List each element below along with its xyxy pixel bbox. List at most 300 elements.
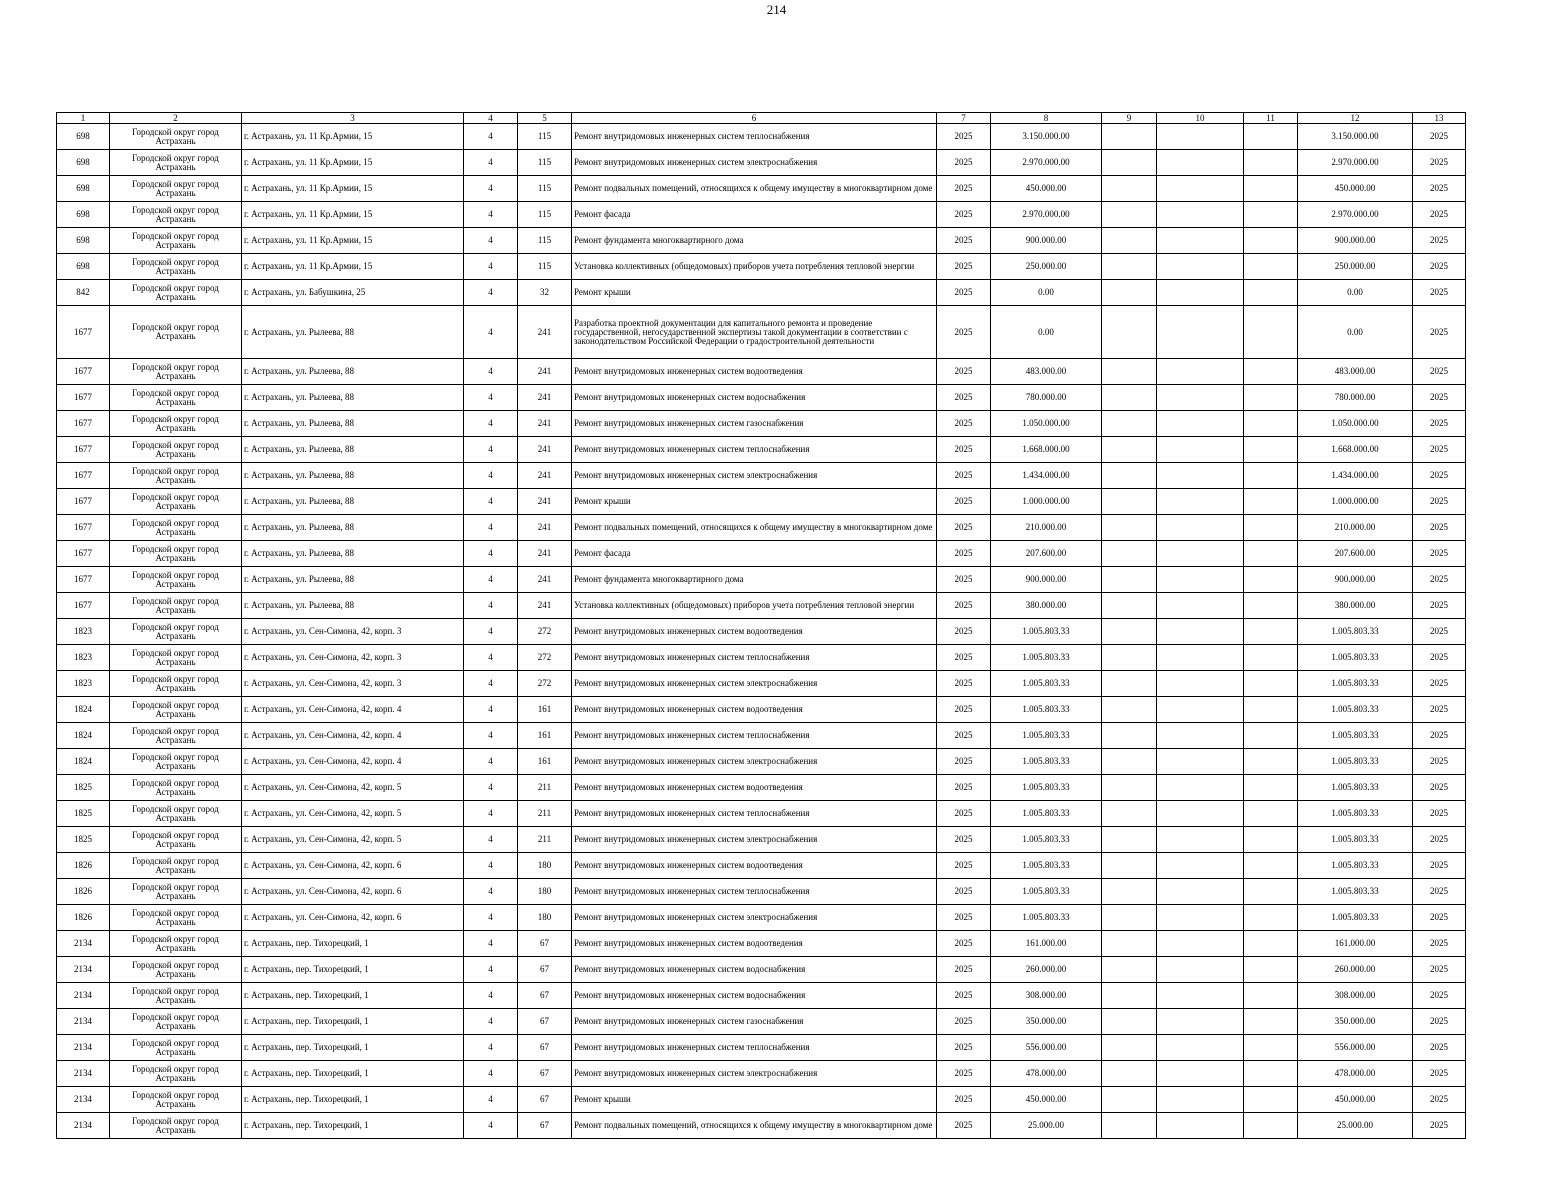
col9-cell [1102, 228, 1157, 254]
col11-cell [1244, 437, 1298, 463]
address-cell: г. Астрахань, ул. Рылеева, 88 [242, 515, 464, 541]
total-cost-cell: 207.600.00 [1298, 541, 1413, 567]
col10-cell [1157, 931, 1244, 957]
cost-cell: 1.005.803.33 [991, 775, 1102, 801]
address-cell: г. Астрахань, пер. Тихорецкий, 1 [242, 957, 464, 983]
col11-cell [1244, 176, 1298, 202]
col9-cell [1102, 463, 1157, 489]
address-cell: г. Астрахань, пер. Тихорецкий, 1 [242, 983, 464, 1009]
total-cost-cell: 1.005.803.33 [1298, 671, 1413, 697]
total-cost-cell: 350.000.00 [1298, 1009, 1413, 1035]
col4-cell: 4 [464, 463, 518, 489]
table-row [57, 306, 1466, 359]
row-id-cell: 1677 [57, 541, 110, 567]
cost-cell: 1.005.803.33 [991, 645, 1102, 671]
col9-cell [1102, 749, 1157, 775]
col11-cell [1244, 697, 1298, 723]
table-row [57, 254, 1466, 280]
municipality-cell: Городской округ город Астрахань [110, 905, 242, 931]
end-year-cell: 2025 [1413, 775, 1466, 801]
table-row [57, 385, 1466, 411]
cost-cell: 450.000.00 [991, 176, 1102, 202]
total-cost-cell: 0.00 [1298, 306, 1413, 359]
end-year-cell: 2025 [1413, 124, 1466, 150]
end-year-cell: 2025 [1413, 593, 1466, 619]
end-year-cell: 2025 [1413, 228, 1466, 254]
col11-cell [1244, 983, 1298, 1009]
year-cell: 2025 [937, 437, 991, 463]
municipality-cell: Городской округ город Астрахань [110, 723, 242, 749]
col11-cell [1244, 905, 1298, 931]
col11-cell [1244, 202, 1298, 228]
col5-cell: 272 [518, 619, 572, 645]
municipality-cell: Городской округ город Астрахань [110, 593, 242, 619]
address-cell: г. Астрахань, ул. Сен-Симона, 42, корп. 4 [242, 697, 464, 723]
year-cell: 2025 [937, 463, 991, 489]
work-type-cell: Ремонт внутридомовых инженерных систем электроснабжения [572, 671, 937, 697]
year-cell: 2025 [937, 671, 991, 697]
cost-cell: 1.050.000.00 [991, 411, 1102, 437]
municipality-cell: Городской округ город Астрахань [110, 853, 242, 879]
table-row [57, 541, 1466, 567]
cost-cell: 250.000.00 [991, 254, 1102, 280]
work-type-cell: Ремонт внутридомовых инженерных систем теплоснабжения [572, 437, 937, 463]
table-row [57, 905, 1466, 931]
col5-cell: 161 [518, 723, 572, 749]
table-row [57, 228, 1466, 254]
address-cell: г. Астрахань, ул. Сен-Симона, 42, корп. 3 [242, 619, 464, 645]
col4-cell: 4 [464, 723, 518, 749]
address-cell: г. Астрахань, пер. Тихорецкий, 1 [242, 1009, 464, 1035]
col10-cell [1157, 879, 1244, 905]
col11-cell [1244, 359, 1298, 385]
municipality-cell: Городской округ город Астрахань [110, 671, 242, 697]
table-row [57, 176, 1466, 202]
address-cell: г. Астрахань, пер. Тихорецкий, 1 [242, 1087, 464, 1113]
total-cost-cell: 0.00 [1298, 280, 1413, 306]
table-row [57, 723, 1466, 749]
col5-cell: 115 [518, 176, 572, 202]
total-cost-cell: 308.000.00 [1298, 983, 1413, 1009]
col10-cell [1157, 411, 1244, 437]
work-type-cell: Ремонт внутридомовых инженерных систем водоотведения [572, 619, 937, 645]
col4-cell: 4 [464, 202, 518, 228]
row-id-cell: 698 [57, 176, 110, 202]
table-row [57, 463, 1466, 489]
cost-cell: 900.000.00 [991, 228, 1102, 254]
end-year-cell: 2025 [1413, 437, 1466, 463]
total-cost-cell: 1.434.000.00 [1298, 463, 1413, 489]
municipality-cell: Городской округ город Астрахань [110, 202, 242, 228]
repair-program-table [56, 112, 1466, 1139]
address-cell: г. Астрахань, ул. 11 Кр.Армии, 15 [242, 254, 464, 280]
col11-cell [1244, 150, 1298, 176]
end-year-cell: 2025 [1413, 254, 1466, 280]
work-type-cell: Ремонт внутридомовых инженерных систем теплоснабжения [572, 124, 937, 150]
col5-cell: 241 [518, 385, 572, 411]
col10-cell [1157, 645, 1244, 671]
end-year-cell: 2025 [1413, 176, 1466, 202]
col9-cell [1102, 1035, 1157, 1061]
table-row [57, 645, 1466, 671]
total-cost-cell: 1.005.803.33 [1298, 775, 1413, 801]
col10-cell [1157, 801, 1244, 827]
end-year-cell: 2025 [1413, 515, 1466, 541]
col9-cell [1102, 1087, 1157, 1113]
row-id-cell: 1823 [57, 619, 110, 645]
col9-cell [1102, 124, 1157, 150]
table-row [57, 1061, 1466, 1087]
municipality-cell: Городской округ город Астрахань [110, 489, 242, 515]
municipality-cell: Городской округ город Астрахань [110, 827, 242, 853]
municipality-cell: Городской округ город Астрахань [110, 280, 242, 306]
col4-cell: 4 [464, 1009, 518, 1035]
col11-cell [1244, 827, 1298, 853]
total-cost-cell: 556.000.00 [1298, 1035, 1413, 1061]
address-cell: г. Астрахань, ул. Сен-Симона, 42, корп. 6 [242, 853, 464, 879]
end-year-cell: 2025 [1413, 411, 1466, 437]
col4-cell: 4 [464, 645, 518, 671]
total-cost-cell: 210.000.00 [1298, 515, 1413, 541]
col9-cell [1102, 905, 1157, 931]
year-cell: 2025 [937, 280, 991, 306]
column-number-cell: 10 [1157, 113, 1244, 124]
work-type-cell: Ремонт внутридомовых инженерных систем газоснабжения [572, 411, 937, 437]
col10-cell [1157, 567, 1244, 593]
work-type-cell: Ремонт внутридомовых инженерных систем теплоснабжения [572, 879, 937, 905]
end-year-cell: 2025 [1413, 957, 1466, 983]
year-cell: 2025 [937, 541, 991, 567]
total-cost-cell: 1.000.000.00 [1298, 489, 1413, 515]
end-year-cell: 2025 [1413, 723, 1466, 749]
address-cell: г. Астрахань, ул. 11 Кр.Армии, 15 [242, 176, 464, 202]
col10-cell [1157, 619, 1244, 645]
col4-cell: 4 [464, 176, 518, 202]
col10-cell [1157, 697, 1244, 723]
address-cell: г. Астрахань, ул. Сен-Симона, 42, корп. 6 [242, 905, 464, 931]
col10-cell [1157, 541, 1244, 567]
total-cost-cell: 900.000.00 [1298, 228, 1413, 254]
year-cell: 2025 [937, 723, 991, 749]
work-type-cell: Ремонт подвальных помещений, относящихся к общему имуществу в многоквартирном доме [572, 176, 937, 202]
col9-cell [1102, 359, 1157, 385]
work-type-cell: Ремонт крыши [572, 489, 937, 515]
row-id-cell: 1824 [57, 697, 110, 723]
col11-cell [1244, 306, 1298, 359]
col4-cell: 4 [464, 124, 518, 150]
col10-cell [1157, 124, 1244, 150]
table-row [57, 202, 1466, 228]
total-cost-cell: 3.150.000.00 [1298, 124, 1413, 150]
col11-cell [1244, 1087, 1298, 1113]
municipality-cell: Городской округ город Астрахань [110, 1113, 242, 1139]
municipality-cell: Городской округ город Астрахань [110, 697, 242, 723]
total-cost-cell: 1.005.803.33 [1298, 645, 1413, 671]
cost-cell: 1.000.000.00 [991, 489, 1102, 515]
cost-cell: 1.434.000.00 [991, 463, 1102, 489]
col4-cell: 4 [464, 1087, 518, 1113]
cost-cell: 1.005.803.33 [991, 827, 1102, 853]
municipality-cell: Городской округ город Астрахань [110, 645, 242, 671]
municipality-cell: Городской округ город Астрахань [110, 437, 242, 463]
col5-cell: 241 [518, 593, 572, 619]
end-year-cell: 2025 [1413, 202, 1466, 228]
address-cell: г. Астрахань, ул. Сен-Симона, 42, корп. 6 [242, 879, 464, 905]
table-row [57, 671, 1466, 697]
col4-cell: 4 [464, 697, 518, 723]
end-year-cell: 2025 [1413, 879, 1466, 905]
end-year-cell: 2025 [1413, 306, 1466, 359]
cost-cell: 1.005.803.33 [991, 619, 1102, 645]
table-row [57, 1087, 1466, 1113]
work-type-cell: Ремонт крыши [572, 1087, 937, 1113]
col4-cell: 4 [464, 359, 518, 385]
total-cost-cell: 1.005.803.33 [1298, 827, 1413, 853]
address-cell: г. Астрахань, ул. Рылеева, 88 [242, 489, 464, 515]
cost-cell: 1.005.803.33 [991, 801, 1102, 827]
year-cell: 2025 [937, 306, 991, 359]
address-cell: г. Астрахань, ул. Рылеева, 88 [242, 541, 464, 567]
end-year-cell: 2025 [1413, 853, 1466, 879]
municipality-cell: Городской округ город Астрахань [110, 176, 242, 202]
cost-cell: 1.005.803.33 [991, 749, 1102, 775]
total-cost-cell: 380.000.00 [1298, 593, 1413, 619]
work-type-cell: Ремонт фундамента многоквартирного дома [572, 567, 937, 593]
col9-cell [1102, 489, 1157, 515]
col4-cell: 4 [464, 879, 518, 905]
municipality-cell: Городской округ город Астрахань [110, 228, 242, 254]
col11-cell [1244, 801, 1298, 827]
address-cell: г. Астрахань, ул. Рылеева, 88 [242, 359, 464, 385]
table-row [57, 957, 1466, 983]
col11-cell [1244, 619, 1298, 645]
address-cell: г. Астрахань, ул. Рылеева, 88 [242, 306, 464, 359]
row-id-cell: 2134 [57, 983, 110, 1009]
col10-cell [1157, 202, 1244, 228]
year-cell: 2025 [937, 645, 991, 671]
col5-cell: 241 [518, 541, 572, 567]
work-type-cell: Ремонт внутридомовых инженерных систем теплоснабжения [572, 1035, 937, 1061]
col10-cell [1157, 463, 1244, 489]
year-cell: 2025 [937, 515, 991, 541]
year-cell: 2025 [937, 1035, 991, 1061]
end-year-cell: 2025 [1413, 619, 1466, 645]
address-cell: г. Астрахань, пер. Тихорецкий, 1 [242, 931, 464, 957]
total-cost-cell: 1.005.803.33 [1298, 619, 1413, 645]
total-cost-cell: 161.000.00 [1298, 931, 1413, 957]
cost-cell: 1.005.803.33 [991, 879, 1102, 905]
cost-cell: 0.00 [991, 306, 1102, 359]
address-cell: г. Астрахань, ул. Сен-Симона, 42, корп. 3 [242, 645, 464, 671]
work-type-cell: Ремонт подвальных помещений, относящихся к общему имуществу в многоквартирном доме [572, 1113, 937, 1139]
municipality-cell: Городской округ город Астрахань [110, 359, 242, 385]
cost-cell: 25.000.00 [991, 1113, 1102, 1139]
address-cell: г. Астрахань, пер. Тихорецкий, 1 [242, 1061, 464, 1087]
row-id-cell: 1826 [57, 853, 110, 879]
col9-cell [1102, 957, 1157, 983]
table-row [57, 1113, 1466, 1139]
end-year-cell: 2025 [1413, 931, 1466, 957]
col9-cell [1102, 879, 1157, 905]
total-cost-cell: 450.000.00 [1298, 1087, 1413, 1113]
cost-cell: 1.668.000.00 [991, 437, 1102, 463]
total-cost-cell: 478.000.00 [1298, 1061, 1413, 1087]
year-cell: 2025 [937, 931, 991, 957]
row-id-cell: 1677 [57, 411, 110, 437]
col5-cell: 115 [518, 124, 572, 150]
col11-cell [1244, 593, 1298, 619]
end-year-cell: 2025 [1413, 671, 1466, 697]
work-type-cell: Ремонт внутридомовых инженерных систем водоснабжения [572, 983, 937, 1009]
col9-cell [1102, 385, 1157, 411]
table-row [57, 567, 1466, 593]
col5-cell: 115 [518, 202, 572, 228]
col11-cell [1244, 280, 1298, 306]
col10-cell [1157, 957, 1244, 983]
col9-cell [1102, 437, 1157, 463]
col4-cell: 4 [464, 280, 518, 306]
cost-cell: 161.000.00 [991, 931, 1102, 957]
row-id-cell: 1826 [57, 879, 110, 905]
work-type-cell: Ремонт внутридомовых инженерных систем водоотведения [572, 853, 937, 879]
total-cost-cell: 1.005.803.33 [1298, 905, 1413, 931]
row-id-cell: 2134 [57, 931, 110, 957]
year-cell: 2025 [937, 697, 991, 723]
year-cell: 2025 [937, 124, 991, 150]
column-number-cell: 3 [242, 113, 464, 124]
col11-cell [1244, 254, 1298, 280]
col4-cell: 4 [464, 228, 518, 254]
col9-cell [1102, 176, 1157, 202]
table-row [57, 619, 1466, 645]
col11-cell [1244, 1009, 1298, 1035]
row-id-cell: 2134 [57, 1061, 110, 1087]
municipality-cell: Городской округ город Астрахань [110, 567, 242, 593]
total-cost-cell: 1.005.803.33 [1298, 697, 1413, 723]
total-cost-cell: 1.005.803.33 [1298, 723, 1413, 749]
row-id-cell: 1677 [57, 515, 110, 541]
row-id-cell: 1824 [57, 723, 110, 749]
col11-cell [1244, 463, 1298, 489]
col5-cell: 115 [518, 254, 572, 280]
municipality-cell: Городской округ город Астрахань [110, 541, 242, 567]
table-row [57, 801, 1466, 827]
year-cell: 2025 [937, 801, 991, 827]
address-cell: г. Астрахань, ул. 11 Кр.Армии, 15 [242, 202, 464, 228]
column-number-cell: 13 [1413, 113, 1466, 124]
address-cell: г. Астрахань, пер. Тихорецкий, 1 [242, 1113, 464, 1139]
col5-cell: 211 [518, 801, 572, 827]
table-row [57, 983, 1466, 1009]
col10-cell [1157, 150, 1244, 176]
row-id-cell: 2134 [57, 1113, 110, 1139]
address-cell: г. Астрахань, ул. Сен-Симона, 42, корп. 3 [242, 671, 464, 697]
col11-cell [1244, 489, 1298, 515]
address-cell: г. Астрахань, пер. Тихорецкий, 1 [242, 1035, 464, 1061]
col9-cell [1102, 697, 1157, 723]
year-cell: 2025 [937, 983, 991, 1009]
municipality-cell: Городской округ город Астрахань [110, 1035, 242, 1061]
total-cost-cell: 780.000.00 [1298, 385, 1413, 411]
address-cell: г. Астрахань, ул. Сен-Симона, 42, корп. 4 [242, 723, 464, 749]
col10-cell [1157, 905, 1244, 931]
end-year-cell: 2025 [1413, 150, 1466, 176]
total-cost-cell: 250.000.00 [1298, 254, 1413, 280]
col5-cell: 180 [518, 905, 572, 931]
table-row [57, 437, 1466, 463]
total-cost-cell: 450.000.00 [1298, 176, 1413, 202]
table-row [57, 749, 1466, 775]
end-year-cell: 2025 [1413, 645, 1466, 671]
address-cell: г. Астрахань, ул. 11 Кр.Армии, 15 [242, 150, 464, 176]
work-type-cell: Ремонт внутридомовых инженерных систем водоотведения [572, 775, 937, 801]
total-cost-cell: 1.005.803.33 [1298, 801, 1413, 827]
address-cell: г. Астрахань, ул. Рылеева, 88 [242, 385, 464, 411]
col11-cell [1244, 749, 1298, 775]
col9-cell [1102, 619, 1157, 645]
work-type-cell: Ремонт внутридомовых инженерных систем газоснабжения [572, 1009, 937, 1035]
col9-cell [1102, 1009, 1157, 1035]
col5-cell: 211 [518, 827, 572, 853]
col4-cell: 4 [464, 775, 518, 801]
work-type-cell: Ремонт внутридомовых инженерных систем электроснабжения [572, 463, 937, 489]
address-cell: г. Астрахань, ул. Рылеева, 88 [242, 411, 464, 437]
col11-cell [1244, 411, 1298, 437]
col11-cell [1244, 931, 1298, 957]
table-row [57, 124, 1466, 150]
col10-cell [1157, 1009, 1244, 1035]
year-cell: 2025 [937, 775, 991, 801]
table-row [57, 1009, 1466, 1035]
year-cell: 2025 [937, 359, 991, 385]
column-number-cell: 9 [1102, 113, 1157, 124]
page-number: 214 [766, 2, 787, 17]
col9-cell [1102, 411, 1157, 437]
cost-cell: 308.000.00 [991, 983, 1102, 1009]
address-cell: г. Астрахань, ул. Сен-Симона, 42, корп. 4 [242, 749, 464, 775]
row-id-cell: 1677 [57, 359, 110, 385]
cost-cell: 900.000.00 [991, 567, 1102, 593]
col4-cell: 4 [464, 411, 518, 437]
municipality-cell: Городской округ город Астрахань [110, 749, 242, 775]
end-year-cell: 2025 [1413, 827, 1466, 853]
col10-cell [1157, 385, 1244, 411]
year-cell: 2025 [937, 385, 991, 411]
work-type-cell: Ремонт фундамента многоквартирного дома [572, 228, 937, 254]
row-id-cell: 1826 [57, 905, 110, 931]
col4-cell: 4 [464, 1035, 518, 1061]
col9-cell [1102, 983, 1157, 1009]
work-type-cell: Разработка проектной документации для капитального ремонта и проведение государственной, негосударственной экспертизы такой документации в соответствии с законодательством Российской Федерации о градостроительной деятельности [572, 306, 937, 359]
col4-cell: 4 [464, 827, 518, 853]
year-cell: 2025 [937, 749, 991, 775]
work-type-cell: Ремонт крыши [572, 280, 937, 306]
work-type-cell: Ремонт внутридомовых инженерных систем водоснабжения [572, 385, 937, 411]
end-year-cell: 2025 [1413, 749, 1466, 775]
year-cell: 2025 [937, 853, 991, 879]
col10-cell [1157, 515, 1244, 541]
address-cell: г. Астрахань, ул. Рылеева, 88 [242, 593, 464, 619]
work-type-cell: Ремонт внутридомовых инженерных систем электроснабжения [572, 905, 937, 931]
table-row [57, 931, 1466, 957]
end-year-cell: 2025 [1413, 1087, 1466, 1113]
work-type-cell: Ремонт внутридомовых инженерных систем водоснабжения [572, 957, 937, 983]
column-number-cell: 6 [572, 113, 937, 124]
col11-cell [1244, 541, 1298, 567]
col4-cell: 4 [464, 254, 518, 280]
cost-cell: 780.000.00 [991, 385, 1102, 411]
cost-cell: 1.005.803.33 [991, 671, 1102, 697]
